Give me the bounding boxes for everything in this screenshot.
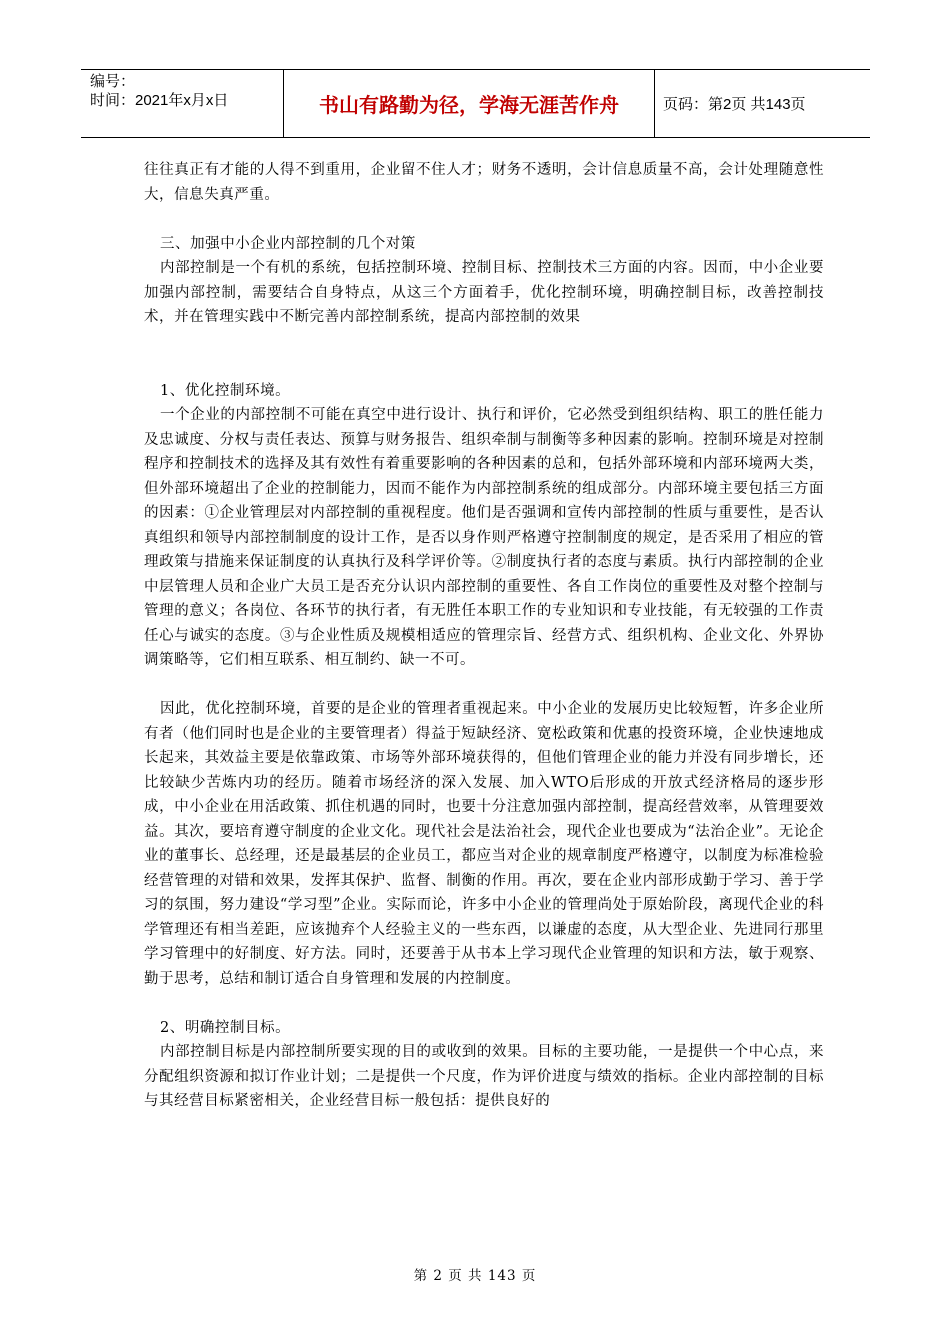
paragraph: 因此，优化控制环境，首要的是企业的管理者重视起来。中小企业的发展历史比较短暂，许多企业所有者（他们同时也是企业的主要管理者）得益于短缺经济、宽松政策和优惠的投资环境，企业快速地成长起来，其效益主要是依靠政策、市场等外部环境获得的，但他们管理企业的能力并没有同步增长，还比较缺少苦炼内功的经历。随着市场经济的深入发展、加入WTO后形成的开放式经济格局的逐步形成，中小企业在用活政策、抓住机遇的同时，也要十分注意加强内部控制，提高经营效率，从管理要效益。其次，要培育遵守制度的企业文化。现代社会是法治社会，现代企业也要成为“法治企业”。无论企业的董事长、总经理，还是最基层的企业员工，都应当对企业的规章制度严格遵守，以制度为标准检验经营管理的对错和效果，发挥其保护、监督、制衡的作用。再次，要在企业内部形成勤于学习、善于学习的氛围，努力建设“学习型”企业。实际而论，许多中小企业的管理尚处于原始阶段，离现代企业的科学管理还有相当差距，应该抛弃个人经验主义的一些东西，以谦虚的态度，从大型企业、先进同行那里学习管理中的好制度、好方法。同时，还要善于从书本上学习现代企业管理的知识和方法，敏于观察、勤于思考，总结和制订适合自身管理和发展的内控制度。 — [144, 701, 824, 987]
motto-text: 书山有路勤为径，学海无涯苦作舟 — [319, 93, 619, 117]
document-body — [144, 158, 824, 1114]
page-number-label: 页码：第2页 共143页 — [663, 96, 806, 113]
page-header — [81, 69, 870, 138]
spacer — [144, 991, 824, 1016]
header-motto — [283, 70, 655, 137]
spacer — [144, 207, 824, 232]
footer-page-number: 第 2 页 共 143 页 — [413, 1268, 537, 1284]
header-page-info — [655, 70, 870, 137]
header-meta — [81, 70, 283, 137]
subsection-heading: 2、明确控制目标。 — [160, 1019, 291, 1036]
date-label: 时间：2021年x月x日 — [90, 92, 229, 109]
paragraph: 内部控制是一个有机的系统，包括控制环境、控制目标、控制技术三方面的内容。因而，中小企业要加强内部控制，需要结合自身特点，从这三个方面着手，优化控制环境，明确控制目标，改善控制技术，并在管理实践中不断完善内部控制系统，提高内部控制的效果 — [144, 260, 824, 325]
paragraph: 内部控制目标是内部控制所要实现的目的或收到的效果。目标的主要功能，一是提供一个中心点，来分配组织资源和拟订作业计划；二是提供一个尺度，作为评价进度与绩效的指标。企业内部控制的目标与其经营目标紧密相关，企业经营目标一般包括：提供良好的 — [144, 1044, 824, 1109]
paragraph: 往往真正有才能的人得不到重用，企业留不住人才；财务不透明，会计信息质量不高，会计处理随意性大，信息失真严重。 — [144, 162, 824, 203]
paragraph: 一个企业的内部控制不可能在真空中进行设计、执行和评价，它必然受到组织结构、职工的胜任能力及忠诚度、分权与责任表达、预算与财务报告、组织牵制与制衡等多种因素的影响。控制环境是对控制程序和控制技术的选择及其有效性有着重要影响的各种因素的总和，包括外部环境和内部环境两大类，但外部环境超出了企业的控制能力，因而不能作为内部控制系统的组成部分。内部环境主要包括三方面的因素：①企业管理层对内部控制的重视程度。他们是否强调和宣传内部控制的性质与重要性，是否认真组织和领导内部控制制度的设计工作，是否以身作则严格遵守控制制度的规定，是否采用了相应的管理政策与措施来保证制度的认真执行及科学评价等。②制度执行者的态度与素质。执行内部控制的企业中层管理人员和企业广大员工是否充分认识内部控制的重要性、各自工作岗位的重要性及对整个控制与管理的意义；各岗位、各环节的执行者，有无胜任本职工作的专业知识和专业技能，有无较强的工作责任心与诚实的态度。③与企业性质及规模相适应的管理宗旨、经营方式、组织机构、企业文化、外界协调策略等，它们相互联系、相互制约、缺一不可。 — [144, 407, 824, 668]
page-footer — [0, 1264, 950, 1284]
subsection-heading: 1、优化控制环境。 — [160, 382, 291, 399]
spacer — [144, 330, 824, 379]
document-number-label: 编号： — [90, 73, 136, 90]
section-heading: 三、加强中小企业内部控制的几个对策 — [160, 235, 416, 252]
spacer — [144, 673, 824, 698]
